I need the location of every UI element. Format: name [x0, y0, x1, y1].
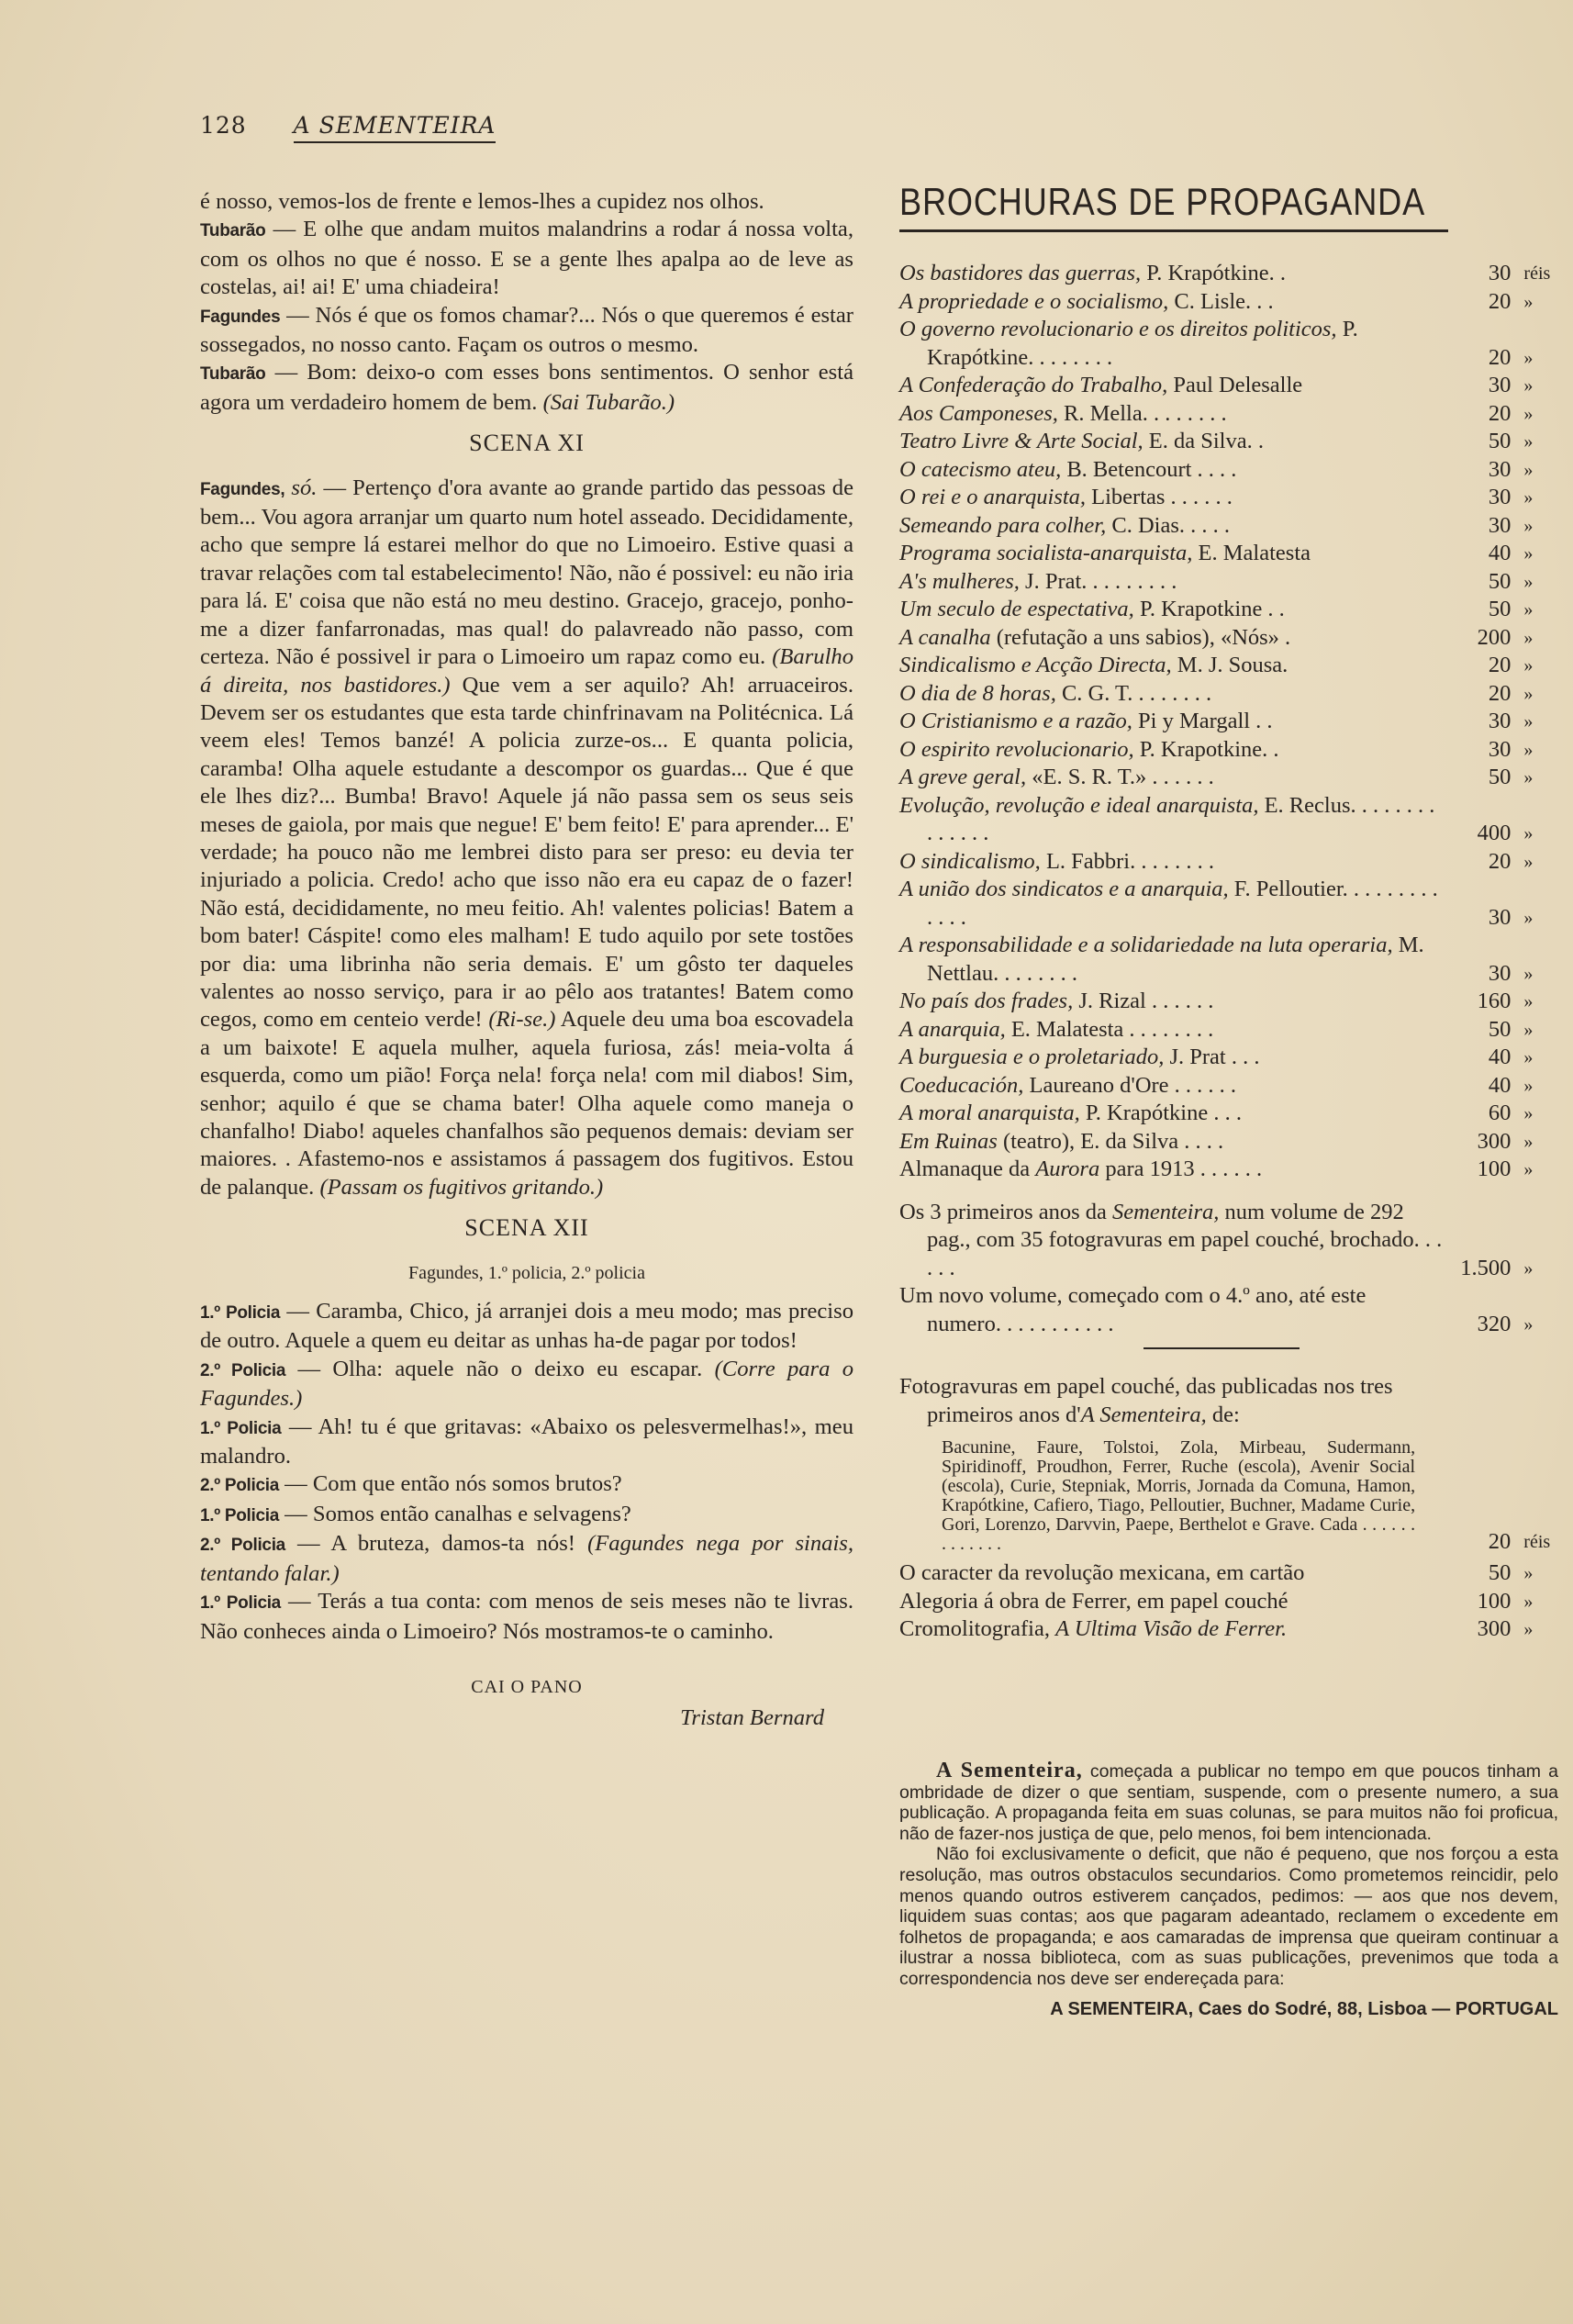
- price-unit: réis: [1523, 1531, 1551, 1552]
- speaker-name: 2.º Policia: [200, 1536, 285, 1556]
- price-unit: »: [1523, 431, 1534, 452]
- price: 30: [1488, 373, 1512, 397]
- price-unit: »: [1523, 515, 1534, 536]
- speaker-name: Tubarão: [200, 364, 266, 385]
- brochure-row: [899, 1282, 1560, 1338]
- brochure-entry: A moral anarquista, P. Krapótkine . . .: [899, 1101, 1242, 1125]
- brochure-row: [899, 260, 1560, 288]
- scene-heading: SCENA XII: [464, 1214, 589, 1242]
- price: 50: [1488, 1016, 1512, 1042]
- play-paragraph: Fagundes — Nós é que os fomos chamar?... Nós o que queremos é estar sossegados, no nosso canto. Façam os outros o mesmo.: [200, 302, 853, 358]
- speaker-name: 1.º Policia: [200, 1593, 281, 1614]
- stage-direction: (Corre para o Fagundes.): [200, 1356, 854, 1412]
- price: 20: [1488, 680, 1512, 706]
- price-unit: »: [1523, 1159, 1534, 1179]
- speaker-name: Fagundes: [200, 307, 281, 327]
- brochure-row: [899, 1588, 1560, 1616]
- brochure-row: [899, 680, 1560, 709]
- brochure-entry: O governo revolucionario e os direitos politicos, P. Krapótkine. . . . . . . .: [899, 317, 1358, 370]
- brochure-entry: Almanaque da Aurora para 1913 . . . . . .: [899, 1156, 1263, 1181]
- price-unit: réis: [1523, 263, 1551, 284]
- brochure-row: [899, 288, 1560, 317]
- price: 160: [1477, 989, 1512, 1013]
- brochure-entry: O dia de 8 horas, C. G. T. . . . . . . .: [899, 680, 1212, 706]
- volume-list: [899, 1199, 1560, 1339]
- heading-rule: [899, 229, 1448, 232]
- brochure-entry: O Cristianismo e a razão, Pi y Margall . .: [899, 709, 1273, 733]
- brochure-entry: A's mulheres, J. Prat. . . . . . . . .: [899, 568, 1177, 594]
- price: 50: [1488, 568, 1512, 594]
- brochure-entry: O catecismo ateu, B. Betencourt . . . .: [899, 456, 1237, 482]
- brochure-row: [899, 540, 1560, 568]
- play-paragraph: Fagundes, só. — Pertenço d'ora avante ao grande partido das pessoas de bem... Vou agora arranjar um quarto num hotel asseado. Decididamente, acho que sempre lá estarei melhor do que no Limoeiro. Estive quasi a travar relações com tal estabelecimento! Não, não é possivel: eu não iria para lá. E' coisa que não está no meu destino. Gracejo, gracejo, ponho-me a dizer fanfarronadas, mas qual! do palavreado não passo, com certeza. Não é possivel ir para o Limoeiro um rapaz como eu. (Barulho á direita, nos bastidores.) Que vem a ser aquilo? Ah! arruaceiros. Devem ser os estudantes que esta tarde chinfrinavam na Politécnica. Lá veem eles! Temos banzé! A policia zurze-os... E quanta policia, caramba! Olha aquele estudante a descompor os guardas... Que é que ele lhes diz?... Bumba! Bravo! Aquele já não passa sem os seus seis meses de gaiola, por mais que negue! E' bem feito! E' para aprender... E' verdade; ha pouco não me lembrei disto para ser preso: eu devia ter injuriado a policia. Credo! acho que isso não era eu capaz de o fazer! Não está, decididamente, no meu feitio. Ah! valentes policias! Batem a bom bater! Cáspite! como eles malham! E tudo aquilo por sete tostões por dia: uma librinha não seria demais. E' um gôsto ter daqueles valentes ao nosso serviço, para ir ao pêlo aos tratantes! Batem como cegos, como em centeio verde! (Ri-se.) Aquele deu uma boa escovadela a um baixote! E aquela mulher, aquela furiosa, zás! meia-volta á esquerda, como um pião! Força nela! força nela! com mil diabos! Sim, senhor; aquilo é que se chama bater! Olha aquele como maneja o chanfalho! Diabo! aqueles chanfalhos são pequenos demais: deviam ser maiores. . Afastemo-nos e assistamos á passagem dos fugitivos. Estou de palanque. (Passam os fugitivos gritando.): [200, 475, 853, 1200]
- price: 30: [1488, 904, 1512, 930]
- stage-direction: (Fagundes nega por sinais, tentando falar.): [200, 1531, 854, 1586]
- price: 40: [1488, 1045, 1512, 1069]
- play-paragraph: 1.º Policia — Somos então canalhas e selvagens?: [200, 1501, 631, 1526]
- speaker-name: 1.º Policia: [200, 1418, 282, 1438]
- brochure-row: [899, 512, 1560, 541]
- brochure-entry: A Confederação do Trabalho, Paul Delesalle: [899, 373, 1303, 397]
- brochure-entry: A greve geral, «E. S. R. T.» . . . . . .: [899, 765, 1214, 789]
- price-unit: »: [1523, 627, 1534, 648]
- brochure-entry: Os 3 primeiros anos da Sementeira, num volume de 292 pag., com 35 fotogravuras em papel couché, brochado. . . . . .: [899, 1199, 1443, 1280]
- price: 20: [1488, 848, 1512, 874]
- price-unit: »: [1523, 599, 1534, 620]
- brochure-row: [899, 1044, 1560, 1072]
- price-unit: »: [1523, 1103, 1534, 1123]
- speaker-name: 2.º Policia: [200, 1360, 286, 1380]
- price-unit: »: [1523, 1019, 1534, 1040]
- brochure-entry: Evolução, revolução e ideal anarquista, E. Reclus. . . . . . . . . . . . . .: [899, 792, 1435, 845]
- stage-direction: (Sai Tubarão.): [542, 389, 675, 415]
- price: 20: [1488, 344, 1512, 370]
- brochure-entry: O rei e o anarquista, Libertas . . . . . .: [899, 485, 1233, 509]
- scene-heading: SCENA XI: [469, 430, 585, 457]
- stage-direction: (Ri-se.): [488, 1007, 556, 1033]
- price: 30: [1488, 709, 1512, 733]
- brochures-column: [899, 180, 1560, 1644]
- brochure-row: [899, 316, 1560, 372]
- brochure-entry: Em Ruinas (teatro), E. da Silva . . . .: [899, 1128, 1224, 1154]
- brochure-row: [899, 1199, 1560, 1283]
- brochure-entry: No país dos frades, J. Rizal . . . . . .: [899, 989, 1214, 1013]
- price-unit: »: [1523, 851, 1534, 872]
- notice-paragraph: A Sementeira, começada a publicar no tempo em que poucos tinham a ombridade de dizer o que sentiam, suspende, com o presente numero, a sua publicação. A propaganda feita em suas colunas, se para muitos não foi proficua, não de fazer-nos justiça de que, pelo menos, foi bem intencionada.: [899, 1759, 1559, 1844]
- brochure-entry: Alegoria á obra de Ferrer, em papel couché: [899, 1588, 1289, 1614]
- play-paragraph: é nosso, vemos-los de frente e lemos-lhes a cupidez nos olhos.: [200, 189, 764, 214]
- brochure-row: [899, 1100, 1560, 1128]
- price-unit: »: [1523, 1131, 1534, 1152]
- brochure-entry: Aos Camponeses, R. Mella. . . . . . . .: [899, 400, 1227, 426]
- play-column: [200, 188, 853, 1733]
- speaker-name: 2.º Policia: [200, 1476, 280, 1496]
- brochure-row: [899, 568, 1560, 597]
- price-unit: »: [1523, 375, 1534, 396]
- section-heading: BROCHURAS DE PROPAGANDA: [899, 180, 1426, 223]
- brochure-row: [899, 484, 1560, 512]
- price: 50: [1488, 597, 1512, 621]
- stage-direction: (Barulho á direita, nos bastidores.): [200, 644, 853, 698]
- brochure-entry: Um novo volume, começado com o 4.º ano, até este numero. . . . . . . . . . .: [899, 1283, 1367, 1336]
- play-paragraph: 1.º Policia — Caramba, Chico, já arranjei dois a meu modo; mas preciso de outro. Aquele a quem eu deitar as unhas ha-de pagar por todos!: [200, 1299, 854, 1354]
- brochure-row: [899, 596, 1560, 624]
- speaker-name: Tubarão: [200, 221, 266, 241]
- price-unit: »: [1523, 907, 1534, 928]
- speaker-name: 1.º Policia: [200, 1303, 281, 1324]
- price-unit: »: [1523, 991, 1534, 1011]
- price-unit: »: [1523, 347, 1534, 368]
- extras-list: [899, 1559, 1560, 1644]
- price-unit: »: [1523, 1313, 1534, 1335]
- brochure-row: [899, 1615, 1560, 1644]
- price-unit: »: [1523, 1563, 1534, 1583]
- brochure-row: [899, 1156, 1560, 1184]
- play-paragraph: Tubarão — E olhe que andam muitos malandrins a rodar á nossa volta, com os olhos no que é nosso. E se a gente lhes apalpa ao de leve as costelas, ai! ai! E' uma chiadeira!: [200, 217, 853, 300]
- brochure-row: [899, 1128, 1560, 1156]
- play-paragraph: 2.º Policia — Com que então nós somos brutos?: [200, 1471, 622, 1497]
- price-unit: »: [1523, 683, 1534, 704]
- brochure-list: [899, 260, 1560, 1184]
- speaker-name: 1.º Policia: [200, 1505, 280, 1525]
- price-unit: »: [1523, 823, 1534, 844]
- brochure-row: [899, 624, 1560, 653]
- brochure-row: [899, 876, 1560, 932]
- price: 100: [1477, 1588, 1512, 1614]
- brochure-entry: Sindicalismo e Acção Directa, M. J. Sousa.: [899, 653, 1289, 677]
- price: 50: [1488, 429, 1512, 453]
- brochure-entry: Teatro Livre & Arte Social, E. da Silva. .: [899, 429, 1264, 453]
- price: 20: [1488, 1528, 1512, 1554]
- price: 30: [1488, 456, 1512, 482]
- price: 300: [1477, 1616, 1512, 1641]
- brochure-row: [899, 932, 1560, 988]
- running-head: [200, 112, 496, 139]
- price: 20: [1488, 288, 1512, 314]
- brochure-row: [899, 792, 1560, 848]
- brochure-row: [899, 400, 1560, 429]
- price-unit: »: [1523, 655, 1534, 676]
- photo-intro: Fotogravuras em papel couché, das publicadas nos tres primeiros anos d'A Sementeira, de:: [899, 1374, 1393, 1427]
- price: 300: [1477, 1128, 1512, 1154]
- price: 20: [1488, 653, 1512, 677]
- brochure-row: [899, 652, 1560, 680]
- price-unit: »: [1523, 1591, 1534, 1612]
- price: 30: [1488, 485, 1512, 509]
- play-paragraph: 2.º Policia — Olha: aquele não o deixo eu escapar. (Corre para o Fagundes.): [200, 1356, 854, 1412]
- price: 50: [1488, 765, 1512, 789]
- brochure-row: [899, 1016, 1560, 1045]
- brochure-row: [899, 736, 1560, 765]
- notice-lead: A Sementeira,: [936, 1759, 1083, 1782]
- price: 30: [1488, 736, 1512, 762]
- price-unit: »: [1523, 1047, 1534, 1067]
- play-paragraph: Tubarão — Bom: deixo-o com esses bons sentimentos. O senhor está agora um verdadeiro homem de bem. (Sai Tubarão.): [200, 360, 853, 415]
- curtain-line: CAI O PANO: [471, 1676, 583, 1697]
- price-unit: »: [1523, 767, 1534, 788]
- price: 20: [1488, 400, 1512, 426]
- price: 40: [1488, 541, 1512, 565]
- brochure-row: [899, 988, 1560, 1016]
- brochure-row: [899, 708, 1560, 736]
- stage-direction: (Passam os fugitivos gritando.): [319, 1174, 604, 1200]
- brochure-entry: O caracter da revolução mexicana, em cartão: [899, 1560, 1305, 1585]
- publication-title: A SEMENTEIRA: [294, 112, 496, 143]
- brochure-entry: A união dos sindicatos e a anarquia, F. Pelloutier. . . . . . . . . . . . .: [899, 877, 1438, 930]
- notice-address: A SEMENTEIRA, Caes do Sodré, 88, Lisboa — PORTUGAL: [1050, 1998, 1558, 2019]
- brochure-entry: Coeducación, Laureano d'Ore . . . . . .: [899, 1072, 1237, 1098]
- brochure-entry: A anarquia, E. Malatesta . . . . . . . .: [899, 1016, 1214, 1042]
- price: 60: [1488, 1101, 1512, 1125]
- price: 30: [1488, 960, 1512, 986]
- brochure-row: [899, 1559, 1560, 1588]
- divider: [1143, 1347, 1300, 1349]
- brochure-entry: Programa socialista-anarquista, E. Malatesta: [899, 541, 1311, 565]
- brochure-row: [899, 372, 1560, 400]
- scene-characters: Fagundes, 1.º policia, 2.º policia: [408, 1262, 645, 1283]
- price-unit: »: [1523, 1257, 1534, 1279]
- price: 100: [1477, 1156, 1512, 1181]
- price-unit: »: [1523, 571, 1534, 592]
- price: 40: [1488, 1072, 1512, 1098]
- price-unit: »: [1523, 739, 1534, 760]
- play-paragraph: 1.º Policia — Terás a tua conta: com menos de seis meses não te livras. Não conheces ainda o Limoeiro? Nós mostramos-te o caminho.: [200, 1589, 853, 1644]
- brochure-row: [899, 456, 1560, 485]
- price: 30: [1488, 261, 1512, 285]
- brochure-entry: Um seculo de espectativa, P. Krapotkine . .: [899, 597, 1285, 621]
- brochure-entry: Cromolitografia, A Ultima Visão de Ferrer.: [899, 1616, 1288, 1641]
- price: 320: [1477, 1311, 1512, 1336]
- brochure-entry: A canalha (refutação a uns sabios), «Nós» .: [899, 624, 1291, 650]
- price: 400: [1477, 821, 1512, 845]
- price-unit: »: [1523, 1619, 1534, 1639]
- brochure-entry: A burguesia e o proletariado, J. Prat . . .: [899, 1045, 1260, 1069]
- author-signature: Tristan Bernard: [680, 1705, 824, 1731]
- notice-paragraph: Não foi exclusivamente o deficit, que não é pequeno, que nos forçou a esta resolução, mas outros obstaculos secundarios. Como prometemos reincidir, pelo menos quando outros estiverem cançados, pedimos: — aos que nos devem, liquidem suas contas; aos que pagaram adeantado, reclamem o excedente em folhetos de propaganda; e aos camaradas de imprensa que queiram continuar a ilustrar a nossa biblioteca, com as suas publicações, prevenimos que toda a correspondencia nos deve ser endereçada para:: [899, 1844, 1558, 1989]
- brochure-row: [899, 1072, 1560, 1101]
- brochure-entry: O sindicalismo, L. Fabbri. . . . . . . .: [899, 848, 1214, 874]
- price: 200: [1477, 624, 1512, 650]
- speaker-name: Fagundes,: [200, 479, 285, 499]
- play-paragraph: 2.º Policia — A bruteza, damos-ta nós! (Fagundes nega por sinais, tentando falar.): [200, 1531, 854, 1586]
- price: 50: [1488, 1560, 1512, 1585]
- price-unit: »: [1523, 543, 1534, 564]
- price: 1.500: [1460, 1255, 1512, 1280]
- brochure-entry: Semeando para colher, C. Dias. . . . .: [899, 512, 1230, 538]
- brochure-entry: A propriedade e o socialismo, C. Lisle. . .: [899, 288, 1274, 314]
- price: 30: [1488, 512, 1512, 538]
- brochure-row: [899, 848, 1560, 877]
- price-unit: »: [1523, 403, 1534, 424]
- brochure-entry: O espirito revolucionario, P. Krapotkine. .: [899, 736, 1279, 762]
- price-unit: »: [1523, 1075, 1534, 1096]
- price-unit: »: [1523, 487, 1534, 508]
- brochure-row: [899, 764, 1560, 792]
- suspension-notice: [899, 1760, 1558, 2019]
- brochure-entry: A responsabilidade e a solidariedade na luta operaria, M. Nettlau. . . . . . . .: [899, 933, 1424, 986]
- brochure-row: [899, 428, 1560, 456]
- price-unit: »: [1523, 711, 1534, 732]
- photo-names: Bacunine, Faure, Tolstoi, Zola, Mirbeau, Sudermann, Spiridinoff, Proudhon, Ferrer, Ruche (escola), Avenir Social (escola), Curie, Stepniak, Morris, Jornada da Comuna, Hamon, Krapótkine, Cafiero, Tiago, Pelloutier, Buchner, Madame Curie, Gori, Lorenzo, Darvvin, Paepe, Berthelot e Grave. Cada . . . . . . . . . . . . .: [942, 1437, 1416, 1554]
- page-number: 128: [200, 112, 247, 139]
- brochure-entry: Os bastidores das guerras, P. Krapótkine. .: [899, 261, 1287, 285]
- price-unit: »: [1523, 291, 1534, 312]
- price-unit: »: [1523, 459, 1534, 480]
- photo-block: [899, 1373, 1560, 1556]
- price-unit: »: [1523, 963, 1534, 984]
- play-paragraph: 1.º Policia — Ah! tu é que gritavas: «Abaixo os pelesvermelhas!», meu malandro.: [200, 1413, 853, 1469]
